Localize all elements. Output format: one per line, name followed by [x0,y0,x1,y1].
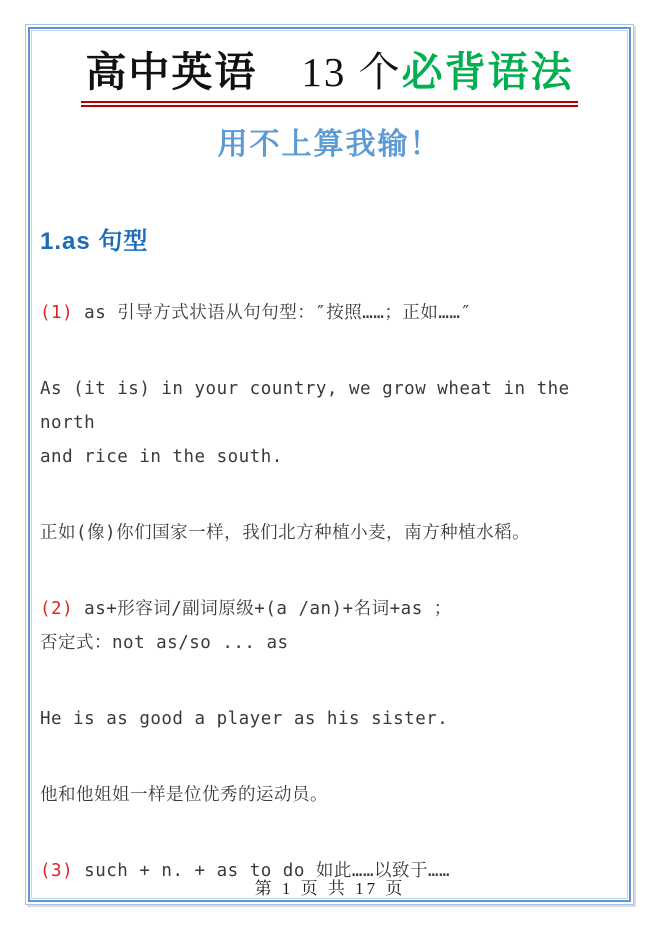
paragraph-text: 正如(像)你们国家一样，我们北方种植小麦，南方种植水稻。 [40,523,531,544]
rule-line [40,592,619,626]
title-block [40,46,619,107]
title-segment-green: 必背语法 [401,49,574,95]
paragraph-text: He is as good a player as his sister. [40,709,449,730]
item-marker: (1) [40,303,74,324]
page-footer: 第 1 页 共 17 页 [254,879,406,898]
paragraph-text: 他和他姐姐一样是位优秀的运动员。 [40,785,328,806]
paragraph-translation-2 [40,778,619,812]
title-segment-black: 高中英语 [85,49,258,95]
paragraph-text: As (it is) in your country, we grow wheat in the north [40,379,570,434]
paragraph-text: such + n. + as to do 如此……以致于…… [84,861,451,882]
paragraph-rule-2 [40,592,619,660]
section-heading: 1.as 句型 [40,228,149,256]
page-content [33,32,626,897]
item-marker: (2) [40,599,74,620]
paragraph-text: as+形容词/副词原级+(a /an)+名词+as ； [84,599,452,620]
page-subtitle: 用不上算我输！ [217,128,442,162]
paragraph-text: as 引导方式状语从句句型：″按照……；正如……″ [84,303,472,324]
paragraph-rule-1 [40,296,619,330]
paragraph-text: 否定式：not as/so ... as [40,633,289,654]
paragraph-example-en-2 [40,702,619,736]
paragraph-text: and rice in the south. [40,447,283,468]
paragraph-translation-1 [40,516,619,550]
item-marker: (3) [40,861,74,882]
title-segment-count: 13 个 [301,49,402,95]
page-title [81,46,577,107]
paragraph-example-en-1 [40,372,619,474]
body-text [40,296,619,888]
